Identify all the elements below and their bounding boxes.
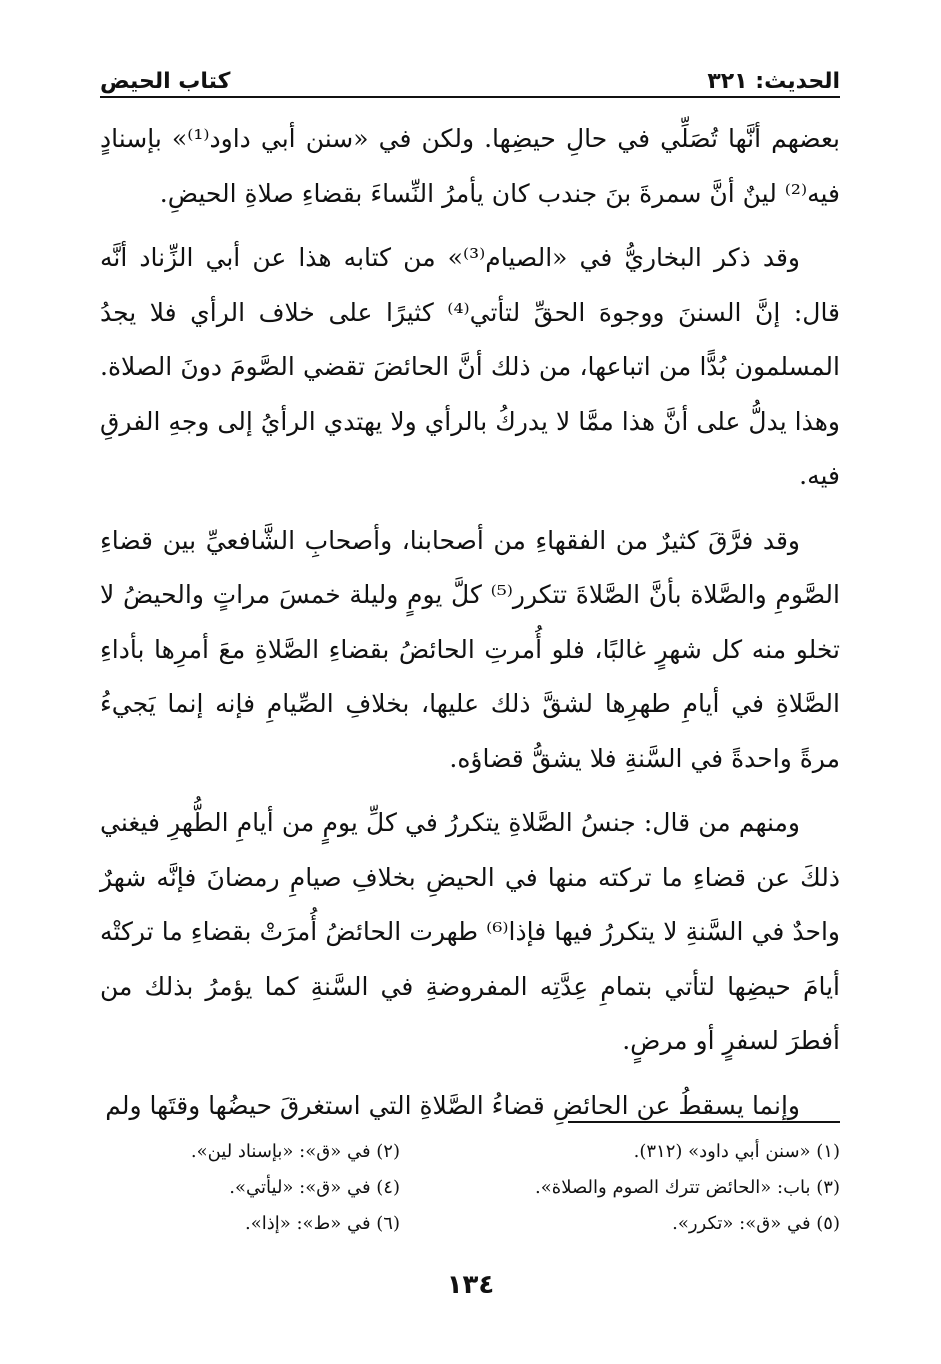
paragraph: وقد فرَّقَ كثيرٌ من الفقهاءِ من أصحابنا، وأصحابِ الشَّافعيِّ بين قضاءِ الصَّومِ والصَّلاة بأنَّ الصَّلاةَ تتكرر⁽⁵⁾ كلَّ يومٍ وليلة خمسَ مراتٍ والحيضُ لا تخلو منه كل شهرٍ غالبًا، فلو أُمرتِ الحائضُ بقضاءِ الصَّلاةِ معَ أمرِها بأداءِ الصَّلاةِ في أيامِ طهرِها لشقَّ ذلك عليها، بخلافِ الصِّيامِ فإنه إنما يَجيءُ مرةً واحدةً في السَّنةِ فلا يشقُّ قضاؤه. (100, 525, 840, 773)
footnote: (٣) باب: «الحائض تترك الصوم والصلاة». (535, 1177, 840, 1198)
paragraph: وإنما يسقطُ عن الحائضِ قضاءُ الصَّلاةِ التي استغرقَ حيضُها وقتَها ولم (105, 1090, 800, 1120)
running-header (100, 60, 840, 94)
footnotes (100, 1134, 840, 1242)
hadith-number: الحديث: ٣٢١ (707, 69, 840, 94)
paragraph: بعضهم أنَّها تُصَلِّي في حالِ حيضِها. ولكن في «سنن أبي داود⁽¹⁾» بإسنادٍ فيه⁽²⁾ لينٌ أنَّ سمرةَ بنَ جندب كان يأمرُ النِّساءَ بقضاءِ صلاةِ الحيضِ. (100, 124, 840, 208)
footnote: (٢) في «ق»: «بإسناد لين». (190, 1141, 400, 1162)
book-title: كتاب الحيض (100, 69, 231, 94)
footnote-row (100, 1170, 840, 1206)
footnote: (٤) في «ق»: «ليأتي». (229, 1177, 400, 1198)
footnote: (٦) في «ط»: «إذا». (245, 1213, 400, 1234)
footnote-divider (568, 1121, 840, 1123)
footnote: (١) «سنن أبي داود» (٣١٢). (633, 1141, 840, 1162)
page-number: ١٣٤ (446, 1270, 495, 1300)
footnote-row (100, 1206, 840, 1242)
footnote-row (100, 1134, 840, 1170)
header-divider (100, 96, 840, 98)
main-text (100, 112, 840, 1143)
paragraph: وقد ذكر البخاريُّ في «الصيام⁽³⁾» من كتابه هذا عن أبي الزِّناد أنَّه قال: إنَّ السننَ ووجوهَ الحقِّ لتأتي⁽⁴⁾ كثيرًا على خلاف الرأي فلا يجدُ المسلمون بُدًّا من اتباعها، من ذلك أنَّ الحائضَ تقضي الصَّومَ دونَ الصلاة. وهذا يدلُّ على أنَّ هذا ممَّا لا يدركُ بالرأي ولا يهتدي الرأيُ إلى وجهِ الفرقِ فيه. (100, 243, 841, 490)
footnote: (٥) في «ق»: «تكرر». (672, 1213, 840, 1234)
paragraph: ومنهم من قال: جنسُ الصَّلاةِ يتكررُ في كلِّ يومٍ من أيامِ الطُّهرِ فيغني ذلكَ عن قضاءِ ما تركته منها في الحيضِ بخلافِ صيامِ رمضانَ فإنَّه شهرٌ واحدٌ في السَّنةِ لا يتكررُ فيها فإذا⁽⁶⁾ طهرت الحائضُ أُمرَتْ بقضاءِ ما تركتْه أيامَ حيضِها لتأتي بتمامِ عِدَّتِه المفروضةِ في السَّنةِ كما يؤمرُ بذلك من أفطرَ لسفرٍ أو مرضٍ. (100, 808, 841, 1055)
